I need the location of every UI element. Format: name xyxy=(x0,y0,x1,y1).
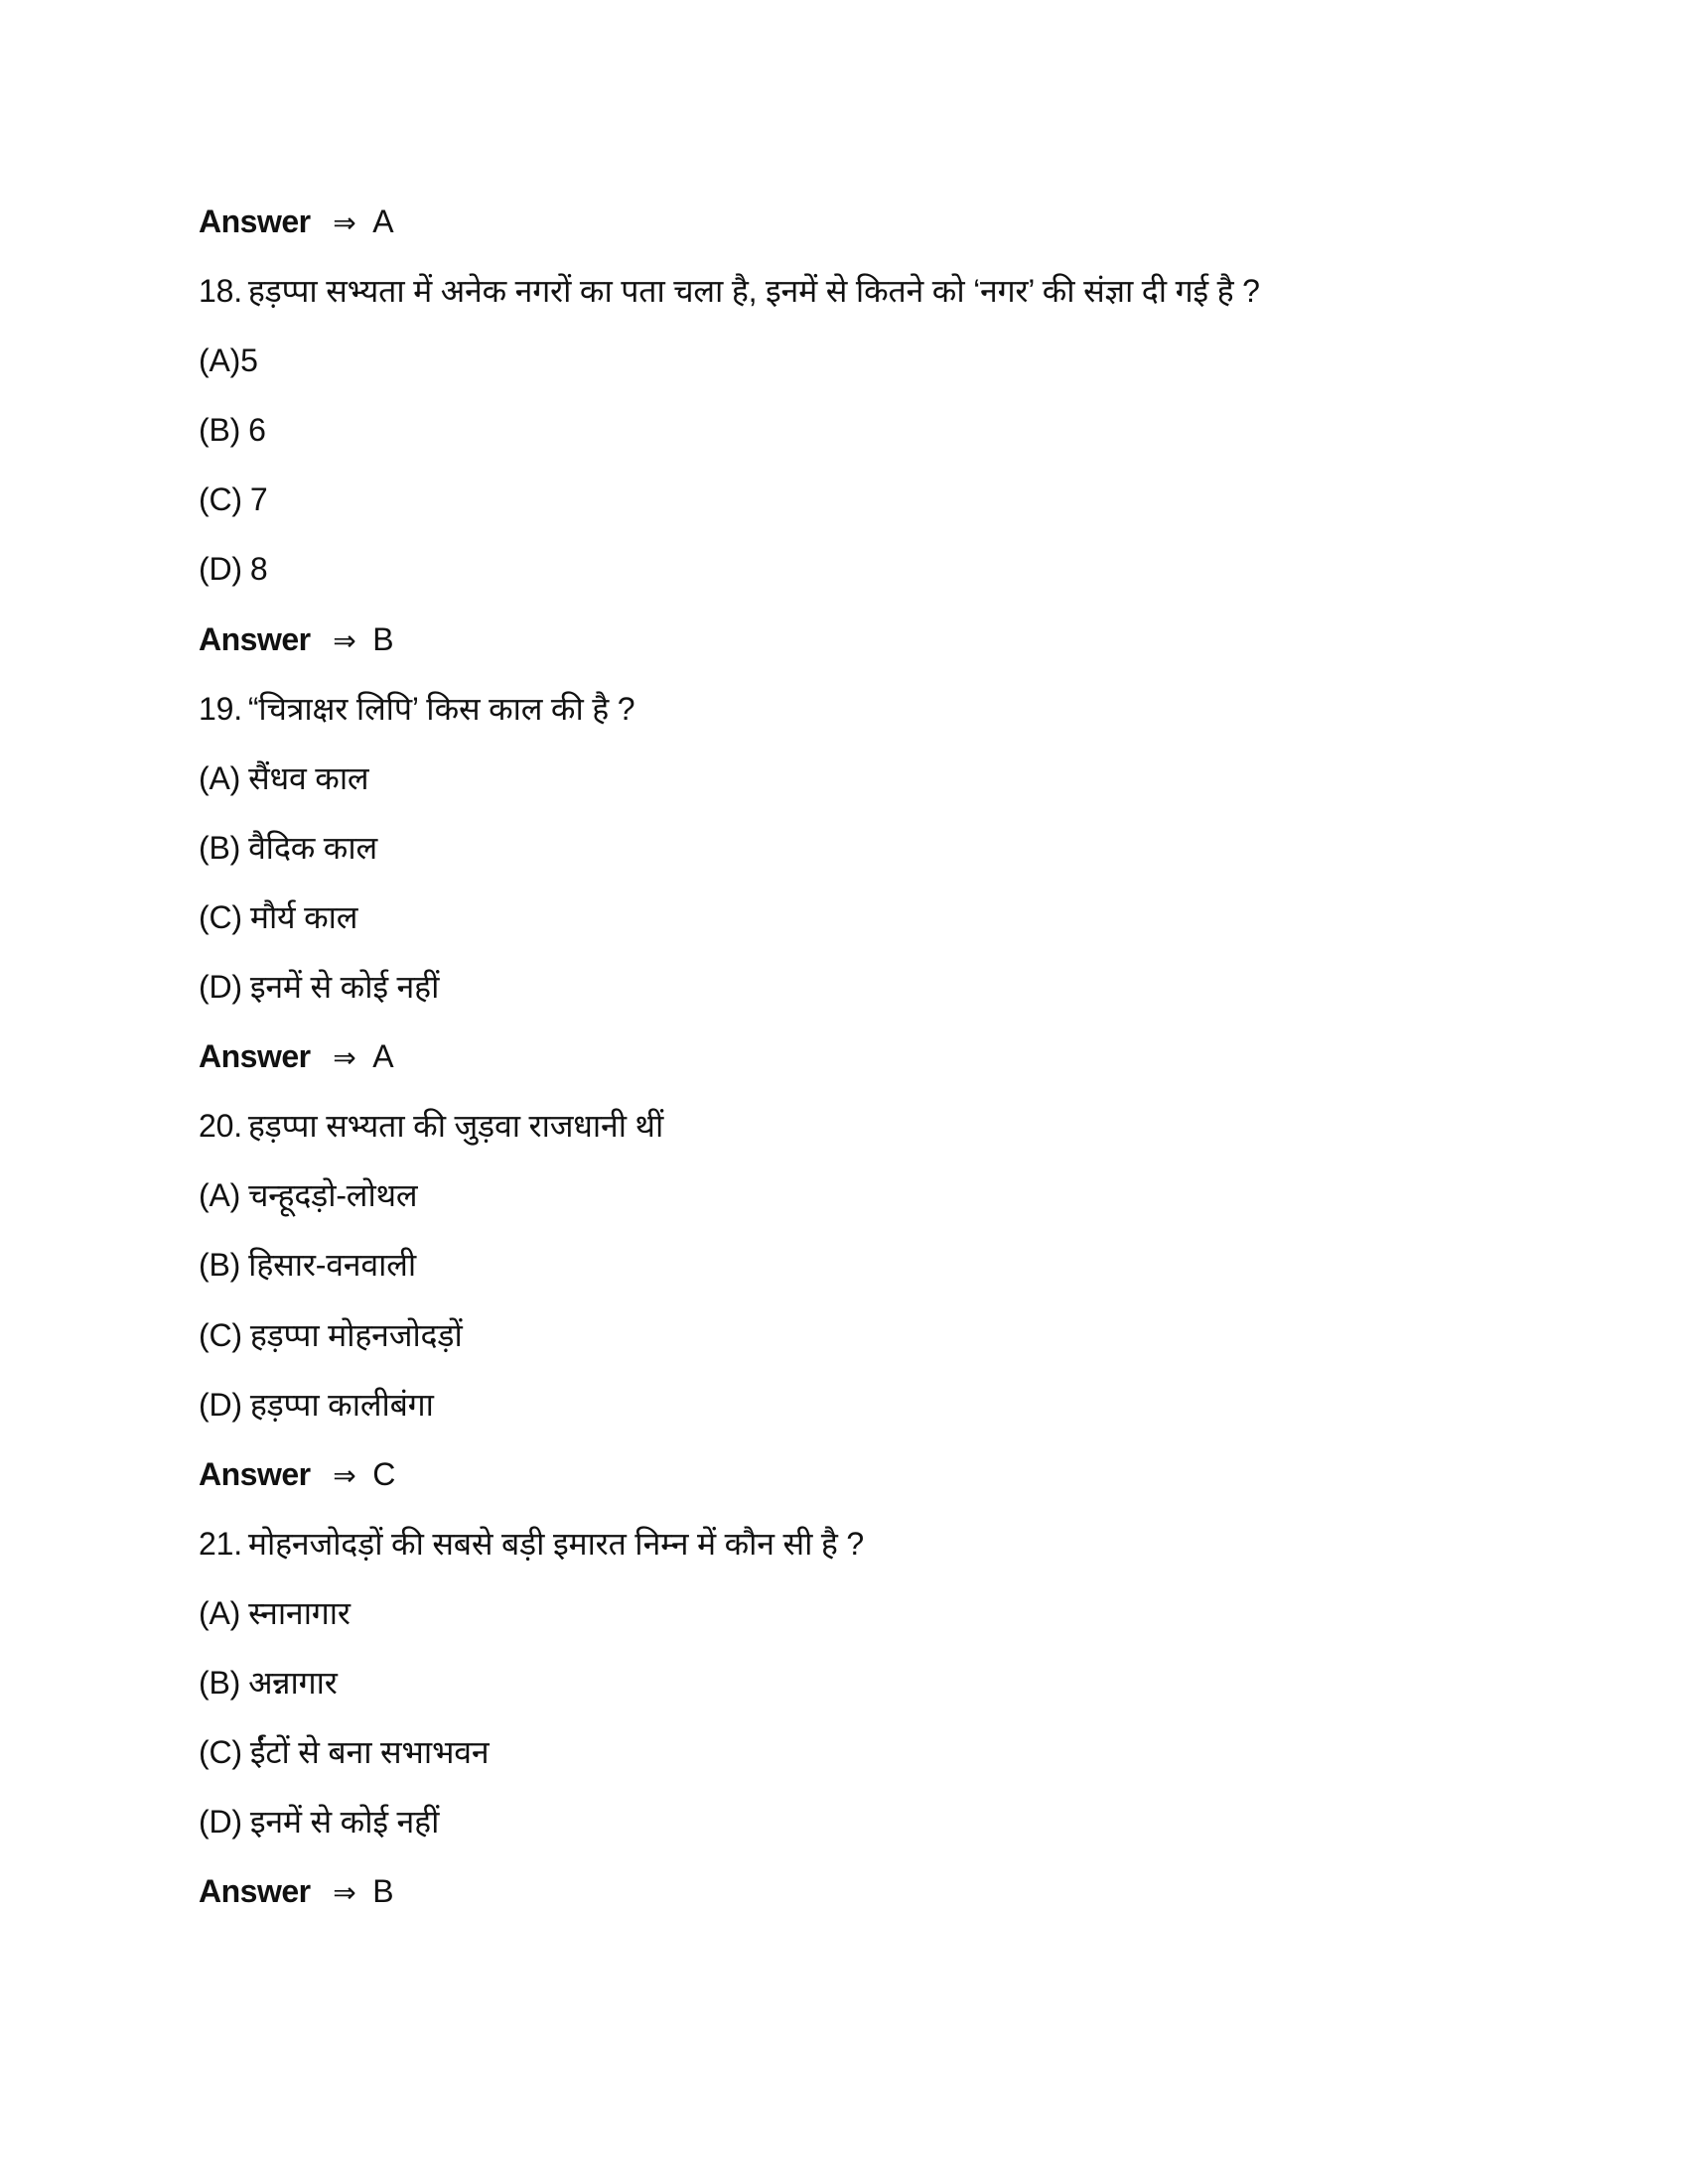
option-letter: (D) xyxy=(199,969,242,1006)
option-c xyxy=(199,1727,1489,1797)
option-a xyxy=(199,1170,1489,1240)
option-text: हिसार-वनवाली xyxy=(248,1247,417,1284)
answer-value: B xyxy=(372,620,394,657)
option-text: चन्हूदड़ो-लोथल xyxy=(248,1177,418,1214)
answer-value: A xyxy=(372,1038,394,1075)
option-text: हड़प्पा मोहनजोदड़ों xyxy=(249,1316,463,1353)
option-a xyxy=(199,1588,1489,1658)
option-letter: (C) xyxy=(199,1734,242,1771)
option-letter: (C) xyxy=(199,481,242,518)
option-text: सैंधव काल xyxy=(248,759,369,796)
option-c xyxy=(199,892,1489,962)
answer-line xyxy=(199,1866,1489,1936)
implies-arrow-icon: ⇒ xyxy=(333,1042,356,1074)
implies-arrow-icon: ⇒ xyxy=(333,624,356,656)
option-text: अन्नागार xyxy=(248,1664,338,1701)
option-b xyxy=(199,823,1489,892)
option-letter: (D) xyxy=(199,1804,242,1841)
question-text xyxy=(199,1519,1489,1588)
option-letter: (A) xyxy=(199,342,241,379)
question-number: 20. xyxy=(199,1108,242,1145)
option-text: 7 xyxy=(249,481,268,518)
answer-value: A xyxy=(372,204,394,239)
question-number: 21. xyxy=(199,1525,242,1562)
option-text: हड़प्पा कालीबंगा xyxy=(249,1386,434,1423)
option-d xyxy=(199,962,1489,1031)
option-text: इनमें से कोई नहीं xyxy=(249,969,440,1006)
question-block-20 xyxy=(199,1101,1489,1519)
question-text xyxy=(199,1101,1489,1170)
answer-label: Answer xyxy=(199,620,311,657)
option-d xyxy=(199,1797,1489,1866)
option-letter: (D) xyxy=(199,1386,242,1423)
question-block-21 xyxy=(199,1519,1489,1937)
implies-arrow-icon: ⇒ xyxy=(333,1877,356,1909)
option-letter: (B) xyxy=(199,412,241,449)
option-d xyxy=(199,544,1489,614)
answer-line xyxy=(199,614,1489,684)
answer-value: C xyxy=(372,1455,396,1492)
option-b xyxy=(199,405,1489,475)
option-text: स्नानागार xyxy=(248,1594,351,1631)
question-text xyxy=(199,684,1489,753)
answer-line xyxy=(199,1031,1489,1101)
option-text: मौर्य काल xyxy=(249,898,358,935)
option-c xyxy=(199,1310,1489,1380)
question-text xyxy=(199,266,1489,336)
question-block-18 xyxy=(199,266,1489,684)
option-a xyxy=(199,336,1489,405)
option-letter: (A) xyxy=(199,1594,241,1631)
option-letter: (D) xyxy=(199,551,242,588)
option-text: इनमें से कोई नहीं xyxy=(249,1804,440,1841)
option-text: 6 xyxy=(248,412,266,449)
answer-label: Answer xyxy=(199,1455,311,1492)
question-block-19 xyxy=(199,684,1489,1102)
option-letter: (C) xyxy=(199,1316,242,1353)
option-letter: (B) xyxy=(199,1247,241,1284)
option-text: ईंटों से बना सभाभवन xyxy=(249,1734,490,1771)
question-body: हड़प्पा सभ्यता में अनेक नगरों का पता चला है, इनमें से कितने को ‘नगर’ की संज्ञा दी गई है ? xyxy=(247,273,1260,310)
implies-arrow-icon: ⇒ xyxy=(333,207,356,238)
option-b xyxy=(199,1240,1489,1309)
question-body: “चित्राक्षर लिपि’ किस काल की है ? xyxy=(247,690,635,727)
option-letter: (B) xyxy=(199,1664,241,1701)
implies-arrow-icon: ⇒ xyxy=(333,1459,356,1491)
question-number: 18. xyxy=(199,273,242,310)
question-number: 19. xyxy=(199,690,242,727)
option-letter: (A) xyxy=(199,1177,241,1214)
answer-line-prior xyxy=(199,197,1489,266)
option-c xyxy=(199,475,1489,544)
answer-line xyxy=(199,1449,1489,1519)
option-text: 5 xyxy=(240,342,258,379)
option-letter: (A) xyxy=(199,759,241,796)
answer-label: Answer xyxy=(199,1038,311,1075)
answer-label: Answer xyxy=(199,1873,311,1910)
option-d xyxy=(199,1380,1489,1449)
option-text: 8 xyxy=(249,551,268,588)
answer-label: Answer xyxy=(199,204,311,239)
option-a xyxy=(199,753,1489,823)
option-b xyxy=(199,1658,1489,1727)
answer-value: B xyxy=(372,1873,394,1910)
question-body: हड़प्पा सभ्यता की जुड़वा राजधानी थीं xyxy=(247,1108,664,1145)
question-body: मोहनजोदड़ों की सबसे बड़ी इमारत निम्न में कौन सी है ? xyxy=(247,1525,865,1562)
option-letter: (B) xyxy=(199,829,241,866)
option-text: वैदिक काल xyxy=(248,829,377,866)
document-page xyxy=(199,197,1489,1936)
option-letter: (C) xyxy=(199,898,242,935)
